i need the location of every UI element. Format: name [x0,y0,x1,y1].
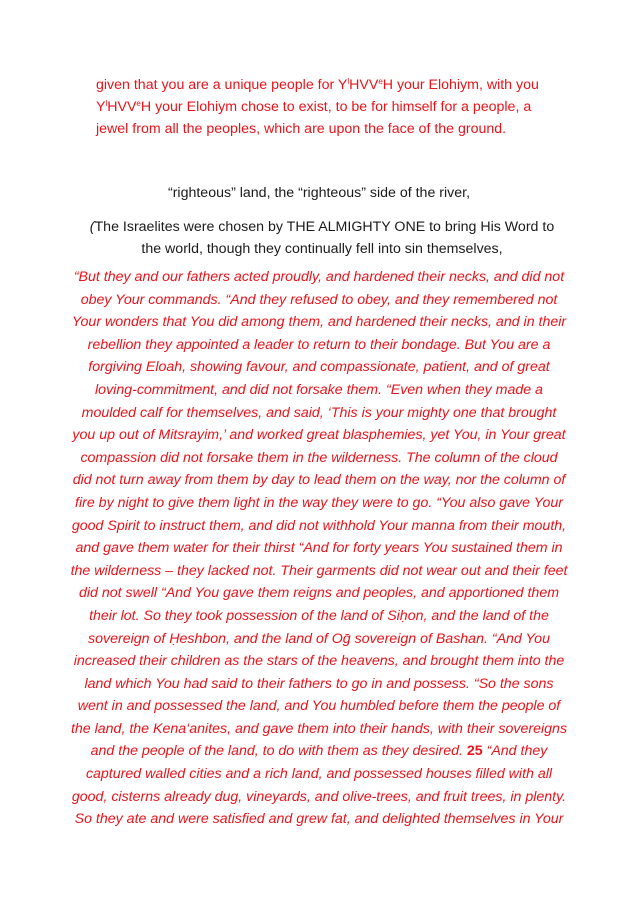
scripture-quote [70,266,568,831]
commentary-text: The Israelites were chosen by THE ALMIGHTY ONE to bring His Word to the world, though they continually fell into sin themselves, [94,219,555,257]
passage-text: given that you are a unique people for Y [96,77,348,93]
passage-text: H your Elohiym, with you Y [96,77,539,115]
passage-text: HVV [107,99,137,115]
passage-text: HVV [349,77,379,93]
open-paren: ( [89,219,95,235]
superscript-mark: l [105,99,108,108]
passage-text: H your Elohiym chose to exist, to be for himself for a people, a jewel from all the peoples, which are upon the face of the ground. [96,99,532,137]
verse-number: 25 [466,743,483,760]
commentary-note [80,216,564,260]
superscript-mark: e [378,77,383,86]
top-scripture-passage [96,74,566,140]
quote-text: “But they and our fathers acted proudly, and hardened their necks, and did not obey Your commands. “And they refused to obey, and they remembered not Your wonders that You did among them, and hardened their necks, and in their rebellion they appointed a leader to return to their bondage. But You are a forgiving Eloah, showing favour, and compassionate, patient, and of great loving-commitment, and did not forsake them. “Even when they made a moulded calf for themselves, and said, ‘This is your mighty one that brought you up out of Mitsrayim,’ and worked great blasphemies, yet You, in Your great compassion did not forsake them in the wilderness. The column of the cloud did not turn away from them by day to lead them on the way, nor the column of fire by night to give them light in the way they were to go. “You also gave Your good Spirit to instruct them, and did not withhold Your manna from their mouth, and gave them water for their thirst “And for forty years You sustained them in the wilderness – they lacked not. Their garments did not wear out and their feet did not swell “And You gave them reigns and peoples, and apportioned them their lot. So they took possession of the land of Siḥon, and the land of the sovereign of Ḥeshbon, and the land of Oḡ sovereign of Bashan. “And You increased their children as the stars of the heavens, and brought them into the land which You had said to their fathers to go in and possess. “So the sons went in and possessed the land, and You humbled before them the people of the land, the Kena‘anites, and gave them into their hands, with their sovereigns and the people of the land, to do with them as they desired. [70,269,568,760]
section-heading: “righteous” land, the “righteous” side of the river, [167,185,471,201]
quote-text: “And they captured walled cities and a rich land, and possessed houses filled with all good, cisterns already dug, vineyards, and olive-trees, and fruit trees, in plenty. So they ate and were satisfied and grew fat, and delighted themselves in Your [71,743,567,828]
superscript-mark: l [347,77,350,86]
superscript-mark: e [136,99,141,108]
